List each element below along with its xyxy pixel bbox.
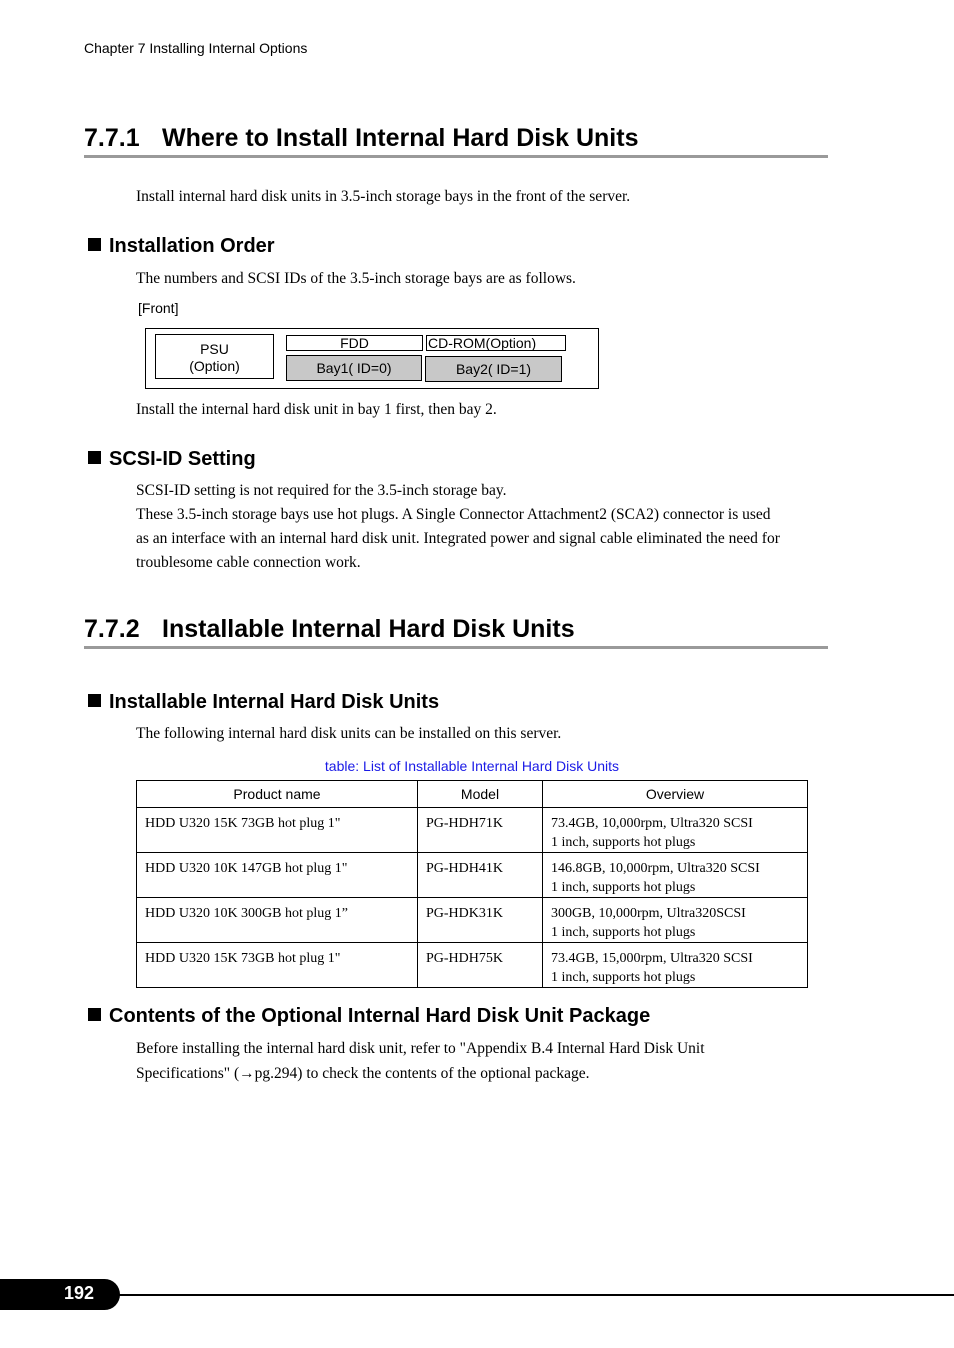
square-bullet-icon [88, 451, 101, 464]
table-header-row [137, 781, 808, 808]
table-caption: table: List of Installable Internal Hard Disk Units [324, 758, 620, 774]
paragraph-line: SCSI-ID setting is not required for the 3.5-inch storage bay. [136, 482, 507, 499]
bay-diagram [145, 328, 599, 389]
psu-box [155, 334, 274, 379]
heading-text: SCSI-ID Setting [109, 448, 256, 470]
product-cell: HDD U320 10K 147GB hot plug 1" [137, 853, 418, 898]
overview-line: 1 inch, supports hot plugs [551, 925, 696, 940]
column-header-model: Model [418, 781, 543, 808]
heading-text: Installation Order [109, 235, 275, 257]
heading-text: Contents of the Optional Internal Hard Disk Unit Package [109, 1005, 651, 1027]
section-7-7-1-title [84, 123, 828, 158]
square-bullet-icon [88, 694, 101, 707]
installable-text: The following internal hard disk units can be installed on this server. [136, 725, 562, 742]
section-number: 7.7.1 [84, 124, 140, 152]
square-bullet-icon [88, 1008, 101, 1021]
page-number: 192 [64, 1283, 95, 1303]
model-cell: PG-HDK31K [418, 898, 543, 943]
paragraph-line: These 3.5-inch storage bays use hot plugs. A Single Connector Attachment2 (SCA2) connector is used [136, 506, 771, 523]
hdd-table [136, 780, 808, 988]
paragraph-line: Before installing the internal hard disk unit, refer to "Appendix B.4 Internal Hard Disk Unit [136, 1040, 705, 1057]
overview-cell [543, 898, 808, 943]
column-header-overview: Overview [543, 781, 808, 808]
bay2-slot: Bay2( ID=1) [425, 356, 562, 382]
overview-line: 73.4GB, 10,000rpm, Ultra320 SCSI [551, 816, 753, 831]
psu-option-label: (Option) [189, 358, 240, 374]
paragraph-line [136, 1061, 836, 1086]
model-cell: PG-HDH75K [418, 943, 543, 988]
paragraph-line: as an interface with an internal hard disk unit. Integrated power and signal cable eliminated the need for [136, 530, 780, 547]
footer-rule [0, 1294, 954, 1296]
arrow-icon: → [239, 1065, 255, 1082]
text-span: ) to check the contents of the optional package. [297, 1065, 590, 1082]
page-reference-link[interactable]: pg.294 [254, 1065, 298, 1082]
product-cell: HDD U320 15K 73GB hot plug 1" [137, 943, 418, 988]
overview-cell [543, 853, 808, 898]
section-intro: Install internal hard disk units in 3.5-inch storage bays in the front of the server. [136, 188, 631, 205]
front-label: [Front] [138, 300, 179, 316]
overview-line: 1 inch, supports hot plugs [551, 880, 696, 895]
installable-heading [88, 690, 439, 714]
column-header-product: Product name [137, 781, 418, 808]
model-cell: PG-HDH41K [418, 853, 543, 898]
page-number-tab [0, 1279, 120, 1310]
table-row [137, 943, 808, 988]
product-cell: HDD U320 10K 300GB hot plug 1” [137, 898, 418, 943]
table-row [137, 808, 808, 853]
section-7-7-2-title [84, 614, 828, 649]
section-title-text: Installable Internal Hard Disk Units [162, 615, 575, 643]
psu-label: PSU [200, 341, 229, 357]
overview-line: 1 inch, supports hot plugs [551, 970, 696, 985]
installation-order-text: The numbers and SCSI IDs of the 3.5-inch storage bays are as follows. [136, 270, 576, 287]
overview-cell [543, 808, 808, 853]
scsi-id-paragraph [136, 479, 836, 575]
contents-heading [88, 1004, 650, 1028]
bay1-slot: Bay1( ID=0) [286, 355, 422, 381]
paragraph-line: troublesome cable connection work. [136, 554, 361, 571]
table-row [137, 898, 808, 943]
overview-line: 146.8GB, 10,000rpm, Ultra320 SCSI [551, 861, 760, 876]
installation-order-note: Install the internal hard disk unit in bay 1 first, then bay 2. [136, 401, 497, 418]
running-header: Chapter 7 Installing Internal Options [84, 40, 308, 56]
scsi-id-heading [88, 447, 256, 471]
heading-text: Installable Internal Hard Disk Units [109, 691, 440, 713]
cdrom-slot: CD-ROM(Option) [426, 335, 566, 351]
square-bullet-icon [88, 238, 101, 251]
installation-order-heading [88, 234, 275, 258]
overview-line: 300GB, 10,000rpm, Ultra320SCSI [551, 906, 746, 921]
product-cell: HDD U320 15K 73GB hot plug 1" [137, 808, 418, 853]
overview-line: 1 inch, supports hot plugs [551, 835, 696, 850]
model-cell: PG-HDH71K [418, 808, 543, 853]
section-title-text: Where to Install Internal Hard Disk Units [162, 124, 639, 152]
fdd-slot: FDD [286, 335, 423, 351]
contents-paragraph [136, 1036, 836, 1086]
overview-line: 73.4GB, 15,000rpm, Ultra320 SCSI [551, 951, 753, 966]
overview-cell [543, 943, 808, 988]
table-row [137, 853, 808, 898]
section-number: 7.7.2 [84, 615, 140, 643]
text-span: Specifications" ( [136, 1065, 240, 1082]
